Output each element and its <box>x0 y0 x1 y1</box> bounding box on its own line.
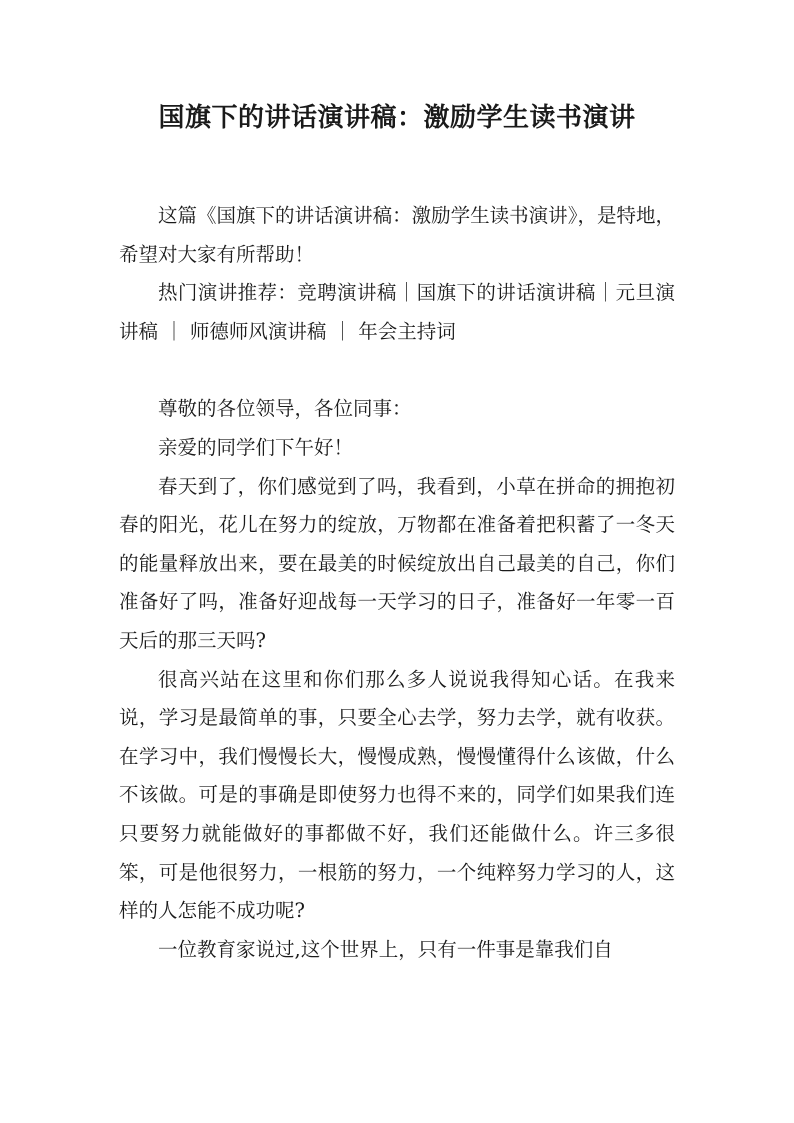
body-paragraph-educator: 一位教育家说过,这个世界上，只有一件事是靠我们自 <box>158 937 613 961</box>
intro-paragraph: 这篇《国旗下的讲话演讲稿：激励学生读书演讲》，是特地，希望对大家有所帮助！ <box>119 204 675 266</box>
paragraph-spacer <box>119 351 675 390</box>
document-title: 国旗下的讲话演讲稿：激励学生读书演讲 <box>158 103 636 133</box>
body-paragraph-spring: 春天到了，你们感觉到了吗，我看到，小草在拼命的拥抱初春的阳光，花儿在努力的绽放，万物都在准备着把积蓄了一冬天的能量释放出来，要在最美的时候绽放出自己最美的自己，你们准备好了吗，准备好迎战每一天学习的日子，准备好一年零一百天后的那三天吗? <box>119 474 675 652</box>
salutation-students: 亲爱的同学们下午好！ <box>158 435 354 459</box>
salutation-leaders: 尊敬的各位领导，各位同事： <box>158 397 412 421</box>
body-paragraph-study: 很高兴站在这里和你们那么多人说说我得知心话。在我来说，学习是最简单的事，只要全心去学，努力去学，就有收获。在学习中，我们慢慢长大，慢慢成熟，慢慢懂得什么该做，什么不该做。可是的事确是即使努力也得不来的，同学们如果我们连只要努力就能做好的事都做不好，我们还能做什么。许三多很笨，可是他很努力，一根筋的努力，一个纯粹努力学习的人，这样的人怎能不成功呢? <box>119 667 675 923</box>
recommendation-paragraph: 热门演讲推荐：竞聘演讲稿｜国旗下的讲话演讲稿｜元旦演讲稿 ｜ 师德师风演讲稿 ｜ 年会主持词 <box>119 281 675 343</box>
document-body <box>119 197 675 969</box>
